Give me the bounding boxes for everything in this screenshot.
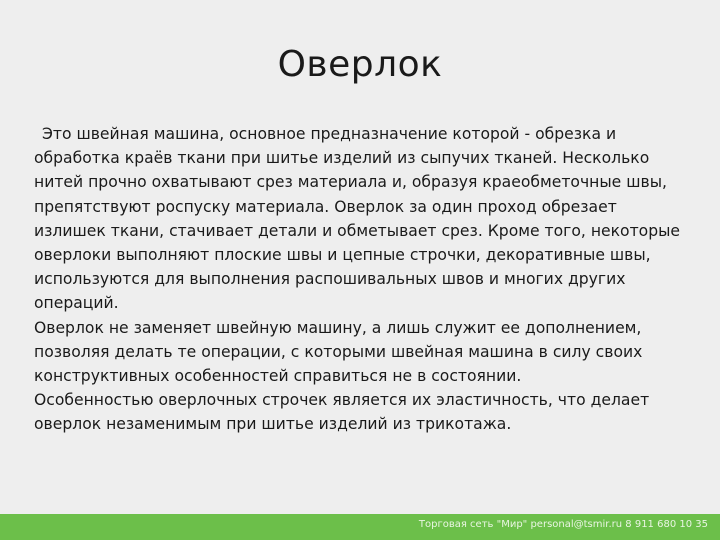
footer-bar: [0, 514, 720, 540]
paragraph-elasticity: Особенностью оверлочных строчек является их эластичность, что делает оверлок незаменимым при шитье изделий из трикотажа.: [34, 391, 650, 434]
slide-body: [34, 122, 686, 437]
footer-contact-text: Торговая сеть "Мир" personal@tsmir.ru 8 911 680 10 35: [418, 519, 708, 530]
paragraph-role: Оверлок не заменяет швейную машину, а лишь служит ее дополнением, позволяя делать те операции, с которыми швейная машина в силу своих конструктивных особенностей справиться не в состоянии.: [34, 318, 643, 386]
slide-title: Оверлок: [277, 44, 443, 85]
paragraph-definition-text: Это швейная машина, основное предназначение которой - обрезка и обработка краёв ткани при шитье изделий из сыпучих тканей. Несколько нитей прочно охватывают срез материала и, образуя краеобметочные швы, препятствуют роспуску материала. Оверлок за один проход обрезает излишек ткани, стачивает детали и обметывает срез. Кроме того, некоторые оверлоки выполняют плоские швы и цепные строчки, декоративные швы, используются для выполнения распошивальных швов и многих других операций.: [34, 125, 681, 313]
paragraph-definition: [34, 122, 686, 316]
